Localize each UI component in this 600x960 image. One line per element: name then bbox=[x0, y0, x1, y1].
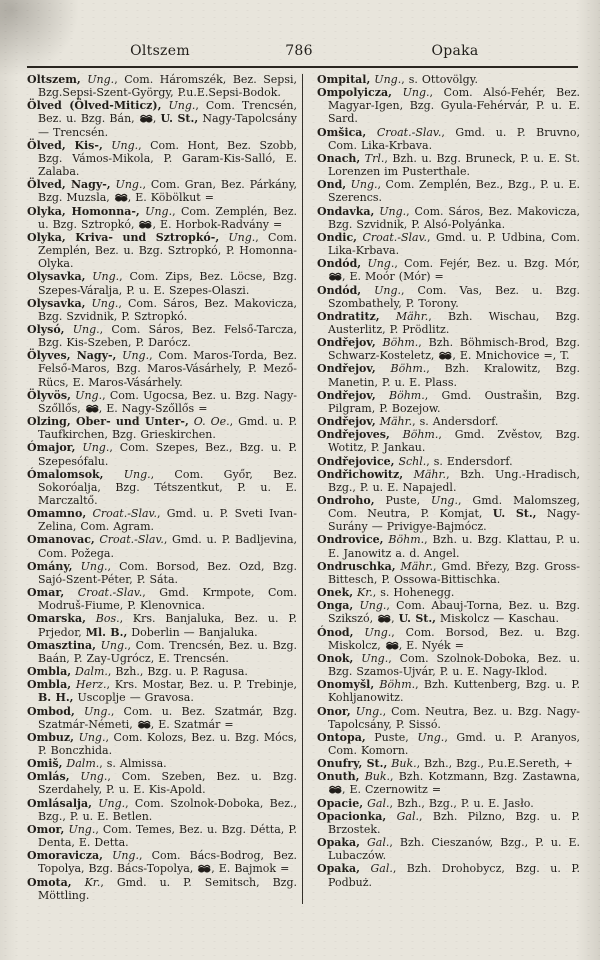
place-name: Opaka, bbox=[317, 862, 360, 876]
region-abbrev: Schl. bbox=[394, 454, 427, 468]
entry-text: , Com. Neutra, Bez. u. Bzg. Nagy-Tapolcsány, P. Sissó. bbox=[328, 704, 581, 731]
gazetteer-entry bbox=[317, 494, 580, 533]
entry-text: , Com. Szepes, Bez., Bzg. u. P. Szepesófalu. bbox=[38, 441, 298, 468]
gazetteer-entry bbox=[317, 678, 580, 704]
region-abbrev: Ung. bbox=[96, 638, 128, 652]
place-name: Omlás, bbox=[27, 770, 70, 784]
entry-text: , E. Bajmok = bbox=[211, 862, 290, 876]
region-abbrev: Kr. bbox=[71, 875, 101, 889]
region-abbrev: Croat.-Slav. bbox=[366, 125, 442, 139]
region-abbrev: Ung. bbox=[74, 730, 106, 744]
telegraph-icon bbox=[137, 720, 151, 729]
entry-text: , Com. Háromszék, Bez. Sepsi, Bzg.Sepsi-Szent-György, P.u.E.Sepsi-Bodok. bbox=[38, 73, 298, 100]
region-abbrev: Ung. bbox=[85, 296, 119, 310]
entry-text: , Com. Temes, Bez. u. Bzg. Détta, P. Denta, E. Detta. bbox=[38, 822, 298, 850]
place-name: Ombuz, bbox=[27, 730, 74, 744]
header-rule bbox=[27, 66, 578, 68]
region-abbrev: Trl. bbox=[360, 151, 385, 165]
place-name: Ondroho, bbox=[317, 494, 375, 507]
gazetteer-entry bbox=[317, 310, 580, 336]
gazetteer-entry bbox=[27, 876, 297, 902]
entry-text: , Com. Zemplén, Bez. u. Bzg. Sztropkó, P. Homonna-Olyka. bbox=[38, 230, 297, 271]
place-name: Ölved, Kis-, bbox=[27, 138, 103, 152]
region-abbrev: Ung. bbox=[80, 73, 115, 86]
page-number: 786 bbox=[285, 43, 313, 59]
entry-text: , Bzh. Cieszanów, Bzg., P. u. E. Lubaczów. bbox=[328, 836, 581, 863]
telegraph-icon bbox=[114, 193, 128, 202]
region-abbrev: Dalm. bbox=[71, 665, 108, 679]
region-abbrev: Croat.-Slav. bbox=[94, 533, 164, 547]
entry-text: , bbox=[152, 112, 161, 126]
region-abbrev: Ung. bbox=[353, 651, 389, 665]
place-name: Omoravicza, bbox=[27, 849, 103, 863]
region-abbrev: Ung. bbox=[75, 441, 110, 455]
place-name: Ölyvös, bbox=[27, 388, 71, 402]
gazetteer-entry bbox=[317, 533, 580, 559]
entry-text: , Gmd. u. P. Semitsch, Bzg. Möttling. bbox=[38, 875, 297, 902]
entry-text: , Gmd. u. P. Udbina, Com. Lika-Krbava. bbox=[328, 230, 580, 258]
place-name: Onuth, bbox=[317, 770, 360, 784]
place-name: Ondřejov, bbox=[317, 362, 376, 376]
region-abbrev: Böhm. bbox=[375, 362, 427, 376]
entry-text: , Bzh. u. Bzg. Bruneck, P. u. E. St. Lorenzen im Pusterthale. bbox=[328, 151, 580, 179]
entry-text: , Bzh. Kralowitz, Bzg. Manetin, P. u. E. Plass. bbox=[328, 362, 580, 389]
gazetteer-entry bbox=[317, 652, 580, 678]
gazetteer-entry bbox=[27, 586, 297, 612]
place-name: Ombod, bbox=[27, 704, 75, 718]
gazetteer-entry bbox=[27, 349, 297, 388]
region-abbrev: Gal. bbox=[363, 796, 390, 810]
telegraph-icon bbox=[197, 864, 211, 873]
region-abbrev: O. Oe. bbox=[188, 415, 230, 429]
gazetteer-entry bbox=[317, 284, 580, 310]
region-abbrev: Böhm. bbox=[375, 388, 425, 402]
region-abbrev: Mähr. bbox=[395, 559, 433, 573]
entry-text: , Bzh. Drohobycz, Bzg. u. P. Podbuż. bbox=[328, 862, 580, 889]
gazetteer-entry bbox=[27, 231, 297, 270]
region-abbrev: Ung. bbox=[110, 178, 143, 192]
place-name: Olysó, bbox=[27, 322, 65, 336]
gazetteer-entry bbox=[27, 415, 297, 441]
entry-text: , s. Andersdorf. bbox=[412, 415, 499, 429]
place-name: B. H., bbox=[38, 691, 74, 705]
gazetteer-entry bbox=[317, 810, 580, 836]
region-abbrev: Ung. bbox=[391, 86, 430, 100]
place-name: Ompolyicza, bbox=[317, 86, 392, 100]
gazetteer-entry bbox=[317, 705, 580, 731]
place-name: Ölved, Nagy-, bbox=[27, 178, 111, 192]
telegraph-icon bbox=[377, 614, 391, 623]
entry-text: , Com. Győr, Bez. Sokoróalja, Bzg. Tétszentkut, P. u. E. Marczaltő. bbox=[38, 467, 297, 507]
entry-text: Nagy-Surány — Privigye-Bajmócz. bbox=[328, 507, 580, 534]
gazetteer-entry bbox=[27, 823, 297, 849]
entry-text: , E. Mnichovice =, T. bbox=[452, 349, 570, 363]
entry-text: , Com. Kolozs, Bez. u. Bzg. Mócs, P. Bonczhida. bbox=[38, 730, 298, 757]
entry-text: , Com. Sáros, Bez. Felső-Tarcza, Bzg. Kis-Szeben, P. Darócz. bbox=[38, 322, 297, 350]
gazetteer-entry bbox=[317, 205, 580, 231]
place-name: Onok, bbox=[317, 651, 354, 665]
entry-text: , E. Czernowitz = bbox=[342, 783, 442, 797]
gazetteer-entry bbox=[27, 270, 297, 296]
entry-text: , Com. Szeben, Bez. u. Bzg. Szerdahely, P. u. E. Kis-Apold. bbox=[38, 770, 297, 797]
entry-text: , Gmd. Oustrašin, Bzg. Pilgram, P. Bozejow. bbox=[328, 388, 581, 415]
place-name: Ondřejovice, bbox=[317, 454, 395, 468]
region-abbrev: Ung. bbox=[161, 99, 196, 113]
entry-text: , Gmd. u. P. Aranyos, Com. Komorn. bbox=[328, 730, 581, 757]
place-name: Olyka, Homonna-, bbox=[27, 204, 140, 218]
place-name: Onach, bbox=[317, 151, 361, 165]
place-name: Omasztina, bbox=[27, 638, 97, 652]
place-name: Ölved (Ölved-Miticz), bbox=[27, 99, 162, 113]
entry-text: , Krs. Mostar, Bez. u. P. Trebinje, bbox=[106, 678, 297, 692]
region-abbrev: Böhm. bbox=[374, 678, 416, 692]
place-name: Ondavka, bbox=[317, 204, 375, 218]
place-name: Omanovac, bbox=[27, 533, 95, 547]
gazetteer-entry bbox=[27, 705, 297, 731]
gazetteer-entry bbox=[317, 586, 580, 599]
entry-text: , Com. Sáros, Bez. Makovicza, Bzg. Szvidnik, P. Sztropkó. bbox=[38, 296, 298, 323]
place-name: Onomyšl, bbox=[317, 678, 375, 692]
gazetteer-entry bbox=[317, 415, 580, 428]
gazetteer-entry bbox=[317, 231, 580, 257]
place-name: Omány, bbox=[27, 559, 73, 573]
region-abbrev: Ung. bbox=[353, 599, 387, 613]
header-right-keyword: Opaka bbox=[431, 43, 479, 59]
region-abbrev: Bos. bbox=[85, 612, 120, 626]
entry-text: , Com. Fejér, Bez. u. Bzg. Mór, bbox=[394, 257, 581, 271]
place-name: Ondřejoves, bbox=[317, 428, 390, 442]
entry-text: Miskolcz — Kaschau. bbox=[436, 612, 559, 626]
entry-text: , E. Horbok-Radvány = bbox=[152, 217, 283, 231]
place-name: Opacionka, bbox=[317, 809, 387, 823]
place-name: Ondřichowitz, bbox=[317, 467, 404, 481]
region-abbrev: Gal. bbox=[359, 862, 393, 876]
region-abbrev: Böhm. bbox=[375, 336, 419, 350]
place-name: Ondic, bbox=[317, 230, 357, 244]
gazetteer-entry bbox=[317, 731, 580, 757]
column-divider-rule bbox=[302, 74, 303, 904]
region-abbrev: Ung. bbox=[219, 230, 256, 244]
region-abbrev: Ung. bbox=[102, 849, 139, 863]
place-name: Ómalomsok, bbox=[27, 467, 104, 481]
entry-text: , Bzh. Ung.-Hradisch, Bzg., P. u. E. Napajedl. bbox=[328, 467, 580, 494]
region-abbrev: Croat.-Slav. bbox=[356, 230, 427, 244]
entry-text: , Bzh., Bzg., P.u.E.Sereth, + bbox=[416, 757, 573, 771]
entry-text: , Com. u. Bez. Szatmár, Bzg. Szatmár-Németi, bbox=[38, 704, 297, 731]
place-name: Onga, bbox=[317, 599, 354, 613]
telegraph-icon bbox=[438, 351, 452, 360]
gazetteer-entry bbox=[27, 205, 297, 231]
entry-text: , Bzh. u. Bzg. Klattau, P. u. E. Janowitz a. d. Angel. bbox=[328, 533, 580, 560]
place-name: Ondratitz, bbox=[317, 309, 380, 323]
place-name: Ombla, bbox=[27, 665, 72, 679]
entry-text: , Com. Vas, Bez. u. Bzg. Szombathely, P. Torony. bbox=[328, 283, 580, 310]
entry-text: , Com. Borsod, Bez. Ozd, Bzg. Sajó-Szent-Péter, P. Sáta. bbox=[38, 559, 297, 586]
region-abbrev: Buk. bbox=[359, 770, 391, 784]
entry-text: , Com. Sáros, Bez. Makovicza, Bzg. Szvidnik, P. Alsó-Polyánka. bbox=[328, 204, 580, 231]
place-name: Ondřejov, bbox=[317, 388, 376, 402]
right-column bbox=[317, 73, 580, 889]
region-abbrev: Ung. bbox=[408, 730, 445, 744]
region-abbrev: Ung. bbox=[361, 257, 395, 271]
region-abbrev: Ung. bbox=[69, 770, 108, 784]
gazetteer-entry bbox=[27, 639, 297, 665]
entry-text: , Bzh. Kotzmann, Bzg. Zastawna, bbox=[390, 770, 580, 784]
gazetteer-entry bbox=[317, 86, 580, 125]
gazetteer-entry bbox=[317, 178, 580, 204]
place-name: Ondód, bbox=[317, 283, 362, 297]
region-abbrev: Croat.-Slav. bbox=[86, 507, 157, 521]
region-abbrev: Ung. bbox=[102, 138, 139, 152]
gazetteer-entry bbox=[317, 757, 580, 770]
place-name: Ontopa, bbox=[317, 730, 366, 744]
region-abbrev: Ung. bbox=[139, 204, 173, 218]
place-name: U. St., bbox=[160, 112, 199, 126]
gazetteer-entry bbox=[27, 849, 297, 875]
entry-text: , E. Köbölkut = bbox=[127, 191, 214, 205]
region-abbrev: Ung. bbox=[116, 349, 150, 363]
region-abbrev: Mähr. bbox=[379, 309, 429, 323]
gazetteer-entry bbox=[317, 836, 580, 862]
entry-text: , E. Moór (Mór) = bbox=[342, 270, 444, 284]
running-header bbox=[0, 43, 600, 61]
entry-text: , Bzh., Bzg. u. P. Ragusa. bbox=[107, 665, 248, 679]
place-name: Opaka, bbox=[317, 836, 360, 850]
entry-text: , s. Almissa. bbox=[99, 757, 167, 771]
gazetteer-entry bbox=[27, 139, 297, 178]
gazetteer-entry bbox=[27, 468, 297, 507]
gazetteer-entry bbox=[317, 126, 580, 152]
entry-text: , s. Ottovölgy. bbox=[401, 73, 478, 86]
gazetteer-entry bbox=[317, 599, 580, 625]
place-name: Omar, bbox=[27, 586, 65, 600]
gazetteer-entry bbox=[317, 73, 580, 86]
entry-text: , Gmd. Krmpote, Com. Modruš-Fiume, P. Klenovnica. bbox=[38, 586, 297, 613]
gazetteer-entry bbox=[317, 362, 580, 388]
place-name: Ondód, bbox=[317, 257, 362, 271]
place-name: Ondřejov, bbox=[317, 415, 376, 429]
gazetteer-entry bbox=[27, 770, 297, 796]
entry-text: , Com. Alsó-Fehér, Bez. Magyar-Igen, Bzg. Gyula-Fehérvár, P. u. E. Sard. bbox=[328, 86, 581, 126]
place-name: Olysavka, bbox=[27, 270, 86, 284]
place-name: Ompital, bbox=[317, 73, 371, 86]
gazetteer-entry bbox=[317, 336, 580, 362]
place-name: Omšica, bbox=[317, 125, 367, 139]
place-name: Onufry, St., bbox=[317, 757, 388, 771]
place-name: Omamno, bbox=[27, 507, 87, 521]
entry-text: , Com. Bács-Bodrog, Bez. Topolya, Bzg. Bács-Topolya, bbox=[38, 849, 298, 876]
gazetteer-entry bbox=[27, 757, 297, 770]
region-abbrev: Ung. bbox=[374, 204, 407, 218]
gazetteer-entry bbox=[27, 612, 297, 638]
place-name: Ombla, bbox=[27, 678, 72, 692]
entry-text: , Bzh. Kuttenberg, Bzg. u. P. Kohljanowitz. bbox=[328, 678, 580, 705]
gazetteer-entry bbox=[27, 297, 297, 323]
entry-text: , Bzh. Wischau, Bzg. Austerlitz, P. Prödlitz. bbox=[328, 309, 580, 336]
entry-text: , s. Hohenegg. bbox=[372, 586, 455, 600]
region-abbrev: Croat.-Slav. bbox=[64, 586, 143, 600]
entry-text: Puste, bbox=[365, 730, 409, 744]
place-name: Ondrovice, bbox=[317, 533, 384, 547]
place-name: Onek, bbox=[317, 586, 354, 600]
gazetteer-entry bbox=[27, 178, 297, 204]
region-abbrev: Kr. bbox=[353, 586, 373, 600]
telegraph-icon bbox=[385, 641, 399, 650]
region-abbrev: Ung. bbox=[72, 559, 108, 573]
place-name: U. St., bbox=[398, 612, 437, 626]
entry-text: , Gmd. u. P. Taufkirchen, Bzg. Grieskirchen. bbox=[38, 415, 298, 442]
entry-text: , Krs. Banjaluka, Bez. u. P. Prjedor, bbox=[38, 612, 297, 639]
entry-text: , Gmd. u. P. Sveti Ivan-Zelina, Com. Agram. bbox=[38, 507, 297, 534]
telegraph-icon bbox=[139, 114, 153, 123]
gazetteer-entry bbox=[317, 862, 580, 888]
gazetteer-entry bbox=[317, 626, 580, 652]
region-abbrev: Herz. bbox=[71, 678, 107, 692]
gazetteer-entry bbox=[317, 257, 580, 283]
gazetteer-entry bbox=[27, 441, 297, 467]
region-abbrev: Ung. bbox=[361, 283, 402, 297]
entry-text: , Com. Hont, Bez. Szobb, Bzg. Vámos-Mikola, P. Garam-Kis-Salló, E. Zalaba. bbox=[38, 138, 297, 179]
region-abbrev: Ung. bbox=[350, 704, 383, 718]
place-name: Olzing, Ober- und Unter-, bbox=[27, 415, 189, 429]
entry-text: Uscoplje — Gravosa. bbox=[73, 691, 194, 705]
entry-text: , Gmd. Březy, Bzg. Gross-Bittesch, P. Ossowa-Bittischka. bbox=[328, 559, 580, 586]
entry-text: , Gmd. Malomszeg, Com. Neutra, P. Komjat, bbox=[328, 494, 580, 521]
gazetteer-entry bbox=[27, 389, 297, 415]
entry-text: , Bzh. Pilzno, Bzg. u. P. Brzostek. bbox=[328, 809, 581, 836]
region-abbrev: Ung. bbox=[74, 704, 111, 718]
place-name: Onor, bbox=[317, 704, 351, 718]
place-name: Ml. B., bbox=[85, 625, 128, 639]
place-name: Omlásalja, bbox=[27, 796, 92, 810]
region-abbrev: Böhm. bbox=[389, 428, 439, 442]
entry-text: Puste, bbox=[374, 494, 421, 507]
gazetteer-entry bbox=[27, 323, 297, 349]
place-name: Omiš, bbox=[27, 757, 63, 771]
region-abbrev: Gal. bbox=[386, 809, 419, 823]
region-abbrev: Ung. bbox=[103, 467, 151, 481]
entry-text: , Com. Trencsén, Bez. u. Bzg. Baán, P. Zay-Ugrócz, E. Trencsén. bbox=[38, 638, 298, 665]
gazetteer-entry bbox=[27, 507, 297, 533]
entry-text: , E. Nyék = bbox=[398, 638, 464, 652]
place-name: Ölyves, Nagy-, bbox=[27, 349, 117, 363]
region-abbrev: Buk. bbox=[387, 757, 417, 771]
entry-text: , Com. Trencsén, Bez. u. Bzg. Bán, bbox=[38, 99, 297, 126]
entry-text: , E. Nagy-Szőllős = bbox=[98, 401, 208, 415]
place-name: Omarska, bbox=[27, 612, 86, 626]
left-column bbox=[27, 73, 297, 902]
gazetteer-entry bbox=[317, 389, 580, 415]
region-abbrev: Ung. bbox=[91, 796, 126, 810]
place-name: Ond, bbox=[317, 178, 347, 192]
place-name: Opacie, bbox=[317, 796, 364, 810]
region-abbrev: Ung. bbox=[64, 322, 100, 336]
gazetteer-entry bbox=[317, 797, 580, 810]
entry-text: , E. Szatmár = bbox=[150, 717, 234, 731]
region-abbrev: Ung. bbox=[420, 494, 458, 507]
entry-text: , Gmd. Zvěstov, Bzg. Wotitz, P. Jankau. bbox=[328, 428, 580, 455]
gazetteer-entry bbox=[27, 73, 297, 99]
gazetteer-entry bbox=[27, 797, 297, 823]
region-abbrev: Ung. bbox=[70, 388, 103, 402]
telegraph-icon bbox=[328, 785, 342, 794]
place-name: Ómajor, bbox=[27, 441, 76, 455]
entry-text: , s. Endersdorf. bbox=[426, 454, 513, 468]
entry-text: , Com. Abauj-Torna, Bez. u. Bzg. Szikszó, bbox=[328, 599, 580, 626]
entry-text: , Bzh., Bzg., P. u. E. Jasło. bbox=[389, 796, 534, 810]
gazetteer-entry bbox=[317, 560, 580, 586]
region-abbrev: Ung. bbox=[64, 822, 96, 836]
place-name: Olysavka, bbox=[27, 296, 86, 310]
entry-text: , Com. Szolnok-Doboka, Bez., Bzg., P. u. E. Betlen. bbox=[38, 796, 298, 823]
entry-text: , Gmd. u. P. Badljevina, Com. Požega. bbox=[38, 533, 298, 560]
gazetteer-entry bbox=[27, 678, 297, 704]
gazetteer-entry bbox=[27, 560, 297, 586]
gazetteer-entry bbox=[27, 533, 297, 559]
gazetteer-entry bbox=[317, 428, 580, 454]
gazetteer-entry bbox=[317, 468, 580, 494]
gazetteer-entry bbox=[27, 731, 297, 757]
entry-text: , Gmd. u. P. Bruvno, Com. Lika-Krbava. bbox=[328, 125, 580, 152]
gazetteer-entry bbox=[27, 665, 297, 678]
gazetteer-entry bbox=[317, 770, 580, 796]
entry-text: , Com. Maros-Torda, Bez. Felső-Maros, Bzg. Maros-Vásárhely, P. Mező-Rücs, E. Maros-Vásárhely. bbox=[38, 349, 297, 389]
entry-text: , bbox=[391, 612, 399, 626]
region-abbrev: Mähr. bbox=[403, 467, 447, 481]
region-abbrev: Ung. bbox=[346, 178, 378, 192]
place-name: Olyka, Kriva- und Sztropkó-, bbox=[27, 230, 220, 244]
place-name: Oltszem, bbox=[27, 73, 81, 86]
telegraph-icon bbox=[328, 272, 342, 281]
region-abbrev: Böhm. bbox=[383, 533, 425, 547]
region-abbrev: Mähr. bbox=[375, 415, 413, 429]
place-name: Ónod, bbox=[317, 625, 354, 639]
entry-text: Nagy-Tapolcsány — Trencsén. bbox=[38, 112, 297, 139]
gazetteer-entry bbox=[317, 152, 580, 178]
telegraph-icon bbox=[85, 404, 99, 413]
entry-text: , Com. Szolnok-Doboka, Bez. u. Bzg. Szamos-Ujvár, P. u. E. Nagy-Iklod. bbox=[328, 651, 581, 679]
gazetteer-entry bbox=[317, 455, 580, 468]
header-left-keyword: Oltszem bbox=[130, 43, 190, 59]
telegraph-icon bbox=[138, 220, 152, 229]
region-abbrev: Ung. bbox=[353, 625, 392, 639]
place-name: Ondruschka, bbox=[317, 559, 396, 573]
place-name: U. St., bbox=[492, 507, 537, 521]
place-name: Ondřejov, bbox=[317, 336, 376, 350]
gazetteer-entry bbox=[27, 99, 297, 138]
entry-text: , Com. Gran, Bez. Párkány, Bzg. Muzsla, bbox=[38, 178, 297, 205]
region-abbrev: Ung. bbox=[85, 270, 120, 284]
entry-text: , Com. Zemplén, Bez., Bzg., P. u. E. Szerencs. bbox=[328, 178, 580, 205]
region-abbrev: Ung. bbox=[370, 73, 402, 86]
entry-text: , Com. Zemplén, Bez. u. Bzg. Sztropkó, bbox=[38, 204, 297, 231]
place-name: Omor, bbox=[27, 822, 65, 836]
entry-text: , Bzh. Böhmisch-Brod, Bzg. Schwarz-Kosteletz, bbox=[328, 336, 581, 363]
entry-text: , Com. Borsod, Bez. u. Bzg. Miskolcz, bbox=[328, 625, 581, 652]
entry-text: Doberlin — Banjaluka. bbox=[127, 625, 258, 639]
entry-text: , Com. Ugocsa, Bez. u. Bzg. Nagy-Szőllős, bbox=[38, 388, 298, 415]
entry-text: , Com. Zips, Bez. Löcse, Bzg. Szepes-Váralja, P. u. E. Szepes-Olaszi. bbox=[38, 270, 297, 297]
region-abbrev: Dalm. bbox=[62, 757, 100, 771]
region-abbrev: Gal. bbox=[359, 836, 390, 850]
place-name: Omota, bbox=[27, 875, 72, 889]
